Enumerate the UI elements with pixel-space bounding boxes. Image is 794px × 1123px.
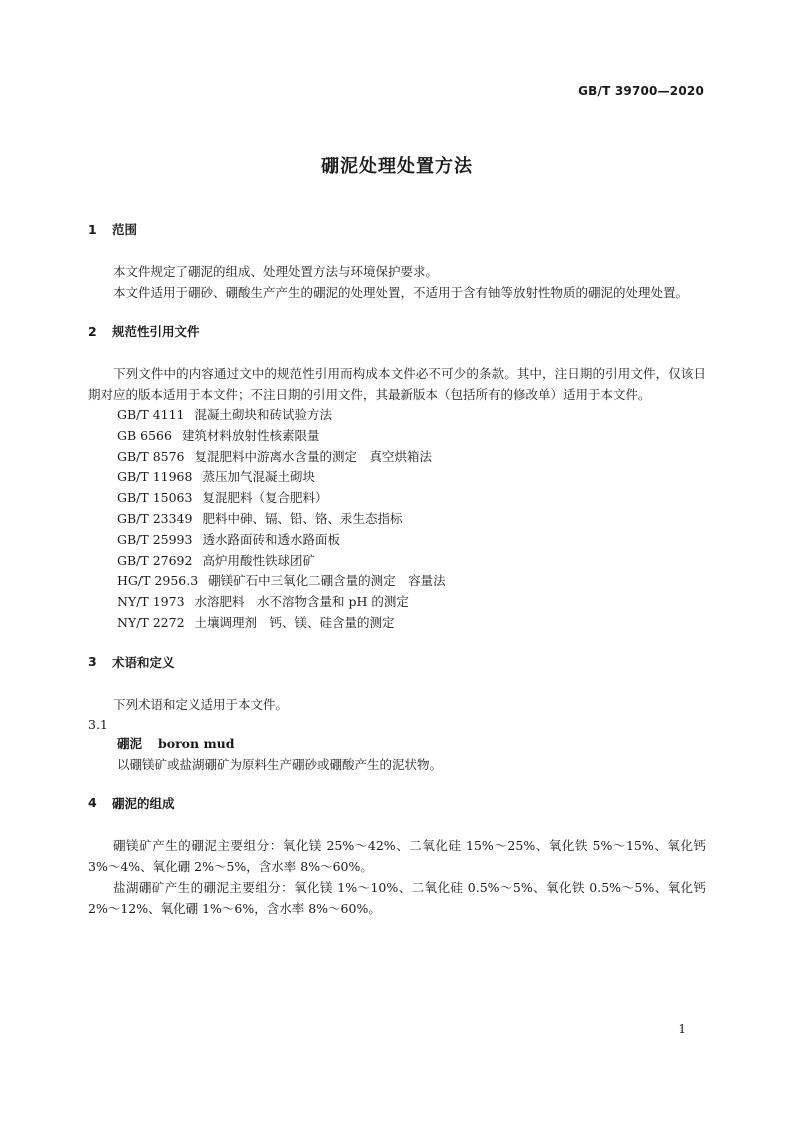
term-name-zh: 硼泥 bbox=[117, 735, 143, 751]
term-name-en: boron mud bbox=[158, 735, 235, 751]
reference-item bbox=[88, 571, 706, 592]
reference-title: 土壤调理剂 钙、镁、硅含量的测定 bbox=[194, 614, 395, 630]
reference-item bbox=[88, 551, 706, 572]
reference-item bbox=[88, 405, 706, 426]
normative-intro: 下列文件中的内容通过文中的规范性引用而构成本文件必不可少的条款。其中，注日期的引用文件，仅该日期对应的版本适用于本文件；不注日期的引用文件，其最新版本（包括所有的修改单）适用于本文件。 bbox=[88, 366, 706, 402]
reference-code: HG/T 2956.3 bbox=[117, 573, 199, 589]
reference-item bbox=[88, 592, 706, 613]
reference-item bbox=[88, 488, 706, 509]
reference-code: NY/T 2272 bbox=[117, 614, 185, 630]
reference-code: GB/T 25993 bbox=[117, 531, 193, 547]
reference-title: 蒸压加气混凝土砌块 bbox=[202, 469, 315, 485]
composition-paragraph: 盐湖硼矿产生的硼泥主要组分：氧化镁 1%～10%、二氧化硅 0.5%～5%、氧化铁 0.5%～5%、氧化钙 2%～12%、氧化硼 1%～6%，含水率 8%～60%。 bbox=[88, 879, 706, 916]
reference-title: 复混肥料中游离水含量的测定 真空烘箱法 bbox=[194, 448, 433, 464]
reference-item bbox=[88, 447, 706, 468]
term-number: 3.1 bbox=[88, 716, 108, 732]
standard-code: GB/T 39700—2020 bbox=[578, 84, 704, 98]
section-title: 硼泥的组成 bbox=[112, 795, 175, 811]
reference-title: 建筑材料放射性核素限量 bbox=[181, 427, 320, 443]
section-heading-scope bbox=[88, 220, 706, 238]
section-title: 术语和定义 bbox=[112, 654, 175, 670]
scope-paragraph: 本文件规定了硼泥的组成、处理处置方法与环境保护要求。 bbox=[113, 264, 439, 279]
reference-code: GB 6566 bbox=[117, 427, 172, 443]
section-number: 1 bbox=[88, 221, 97, 237]
section-heading-composition bbox=[88, 794, 706, 812]
reference-code: GB/T 15063 bbox=[117, 490, 193, 506]
section-number: 4 bbox=[88, 795, 97, 811]
section-heading-normative bbox=[88, 322, 706, 340]
reference-code: GB/T 11968 bbox=[117, 469, 193, 485]
reference-title: 复混肥料（复合肥料） bbox=[202, 490, 328, 506]
section-number: 3 bbox=[88, 654, 97, 670]
composition-paragraph: 硼镁矿产生的硼泥主要组分：氧化镁 25%～42%、二氧化硅 15%～25%、氧化铁 5%～15%、氧化钙 3%～4%、氧化硼 2%～5%，含水率 8%～60%。 bbox=[88, 837, 706, 874]
reference-item bbox=[88, 426, 706, 447]
section-title: 范围 bbox=[112, 222, 138, 237]
reference-code: NY/T 1973 bbox=[117, 594, 185, 610]
reference-title: 混凝土砌块和砖试验方法 bbox=[194, 407, 333, 422]
section-title: 规范性引用文件 bbox=[112, 324, 200, 339]
terms-intro: 下列术语和定义适用于本文件。 bbox=[113, 696, 289, 712]
reference-title: 水溶肥料 水不溶物含量和 pH 的测定 bbox=[194, 594, 409, 610]
term-name bbox=[88, 734, 706, 754]
reference-code: GB/T 4111 bbox=[117, 407, 185, 422]
reference-item bbox=[88, 509, 706, 530]
reference-title: 硼镁矿石中三氧化二硼含量的测定 容量法 bbox=[208, 573, 446, 589]
reference-title: 高炉用酸性铁球团矿 bbox=[202, 552, 315, 568]
reference-list bbox=[88, 405, 706, 634]
reference-item bbox=[88, 467, 706, 488]
section-heading-terms bbox=[88, 653, 706, 671]
reference-code: GB/T 23349 bbox=[117, 510, 193, 526]
page-number: 1 bbox=[678, 1022, 686, 1036]
document-title: 硼泥处理处置方法 bbox=[321, 156, 473, 177]
reference-title: 肥料中砷、镉、铅、铬、汞生态指标 bbox=[202, 510, 403, 526]
reference-item bbox=[88, 613, 706, 634]
scope-paragraph: 本文件适用于硼砂、硼酸生产产生的硼泥的处理处置，不适用于含有铀等放射性物质的硼泥的处理处置。 bbox=[113, 285, 689, 300]
term-definition: 以硼镁矿或盐湖硼矿为原料生产硼砂或硼酸产生的泥状物。 bbox=[117, 756, 443, 772]
reference-code: GB/T 8576 bbox=[117, 448, 185, 464]
reference-item bbox=[88, 530, 706, 551]
document-body bbox=[88, 220, 706, 919]
section-number: 2 bbox=[88, 323, 97, 339]
reference-title: 透水路面砖和透水路面板 bbox=[202, 531, 340, 547]
reference-code: GB/T 27692 bbox=[117, 552, 193, 568]
